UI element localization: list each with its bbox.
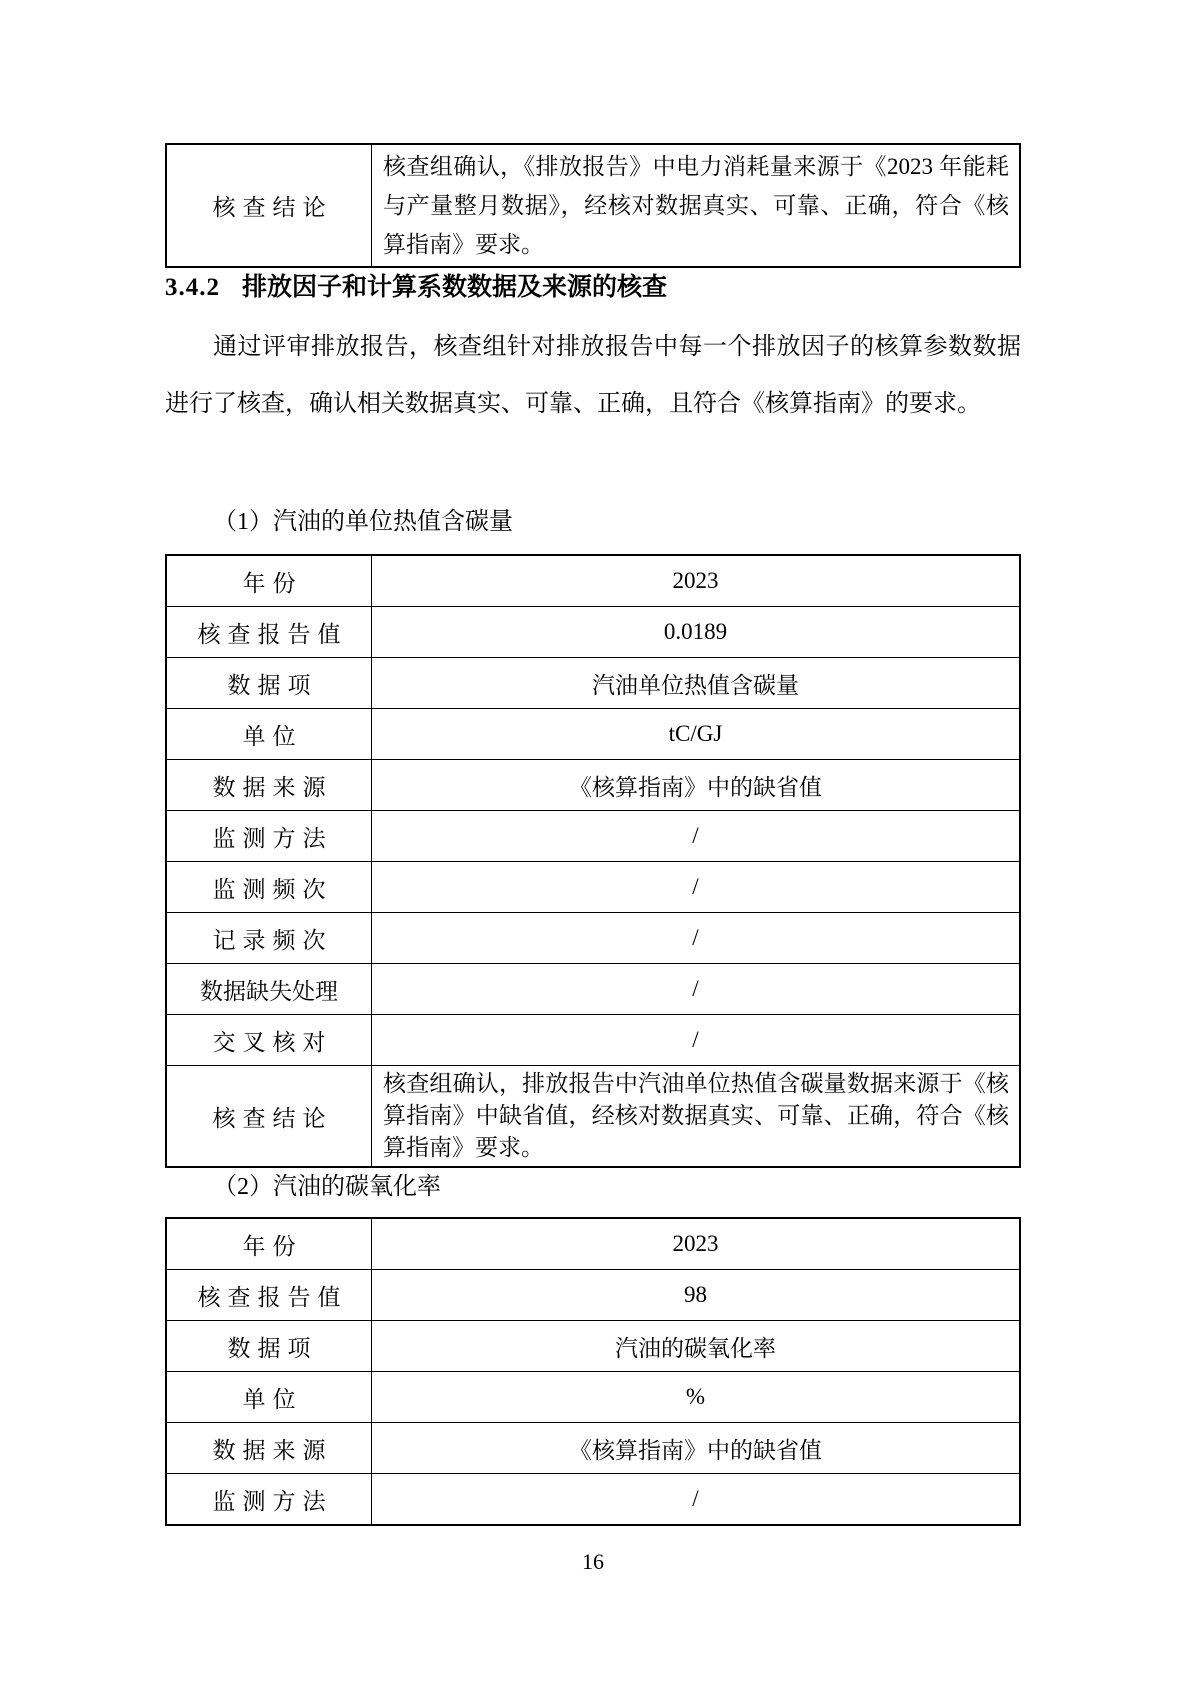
row-label: 数据项 [166,1321,372,1372]
table-row [166,1270,1020,1321]
section-title: 排放因子和计算系数数据及来源的核查 [242,274,668,301]
gasoline-carbon-content-table [165,554,1021,1168]
row-value: / [372,1015,1021,1066]
row-label: 核查结论 [166,144,372,267]
table-row [166,1321,1020,1372]
row-label: 数据来源 [166,760,372,811]
row-value: 0.0189 [372,607,1021,658]
row-value: / [372,964,1021,1015]
page-number: 16 [582,1549,604,1574]
table-row [166,1066,1020,1168]
table-row [166,607,1020,658]
row-label: 单位 [166,1372,372,1423]
row-label: 监测方法 [166,1474,372,1526]
row-label: 记录频次 [166,913,372,964]
subsection-1-label: （1）汽油的单位热值含碳量 [213,509,513,535]
row-value: 2023 [372,555,1021,607]
row-value: 98 [372,1270,1021,1321]
row-label: 年份 [166,555,372,607]
row-value: 核查组确认，排放报告中汽油单位热值含碳量数据来源于《核算指南》中缺省值，经核对数据真实、可靠、正确，符合《核算指南》要求。 [372,1066,1021,1168]
row-value: 2023 [372,1218,1021,1270]
row-label: 数据缺失处理 [166,964,372,1015]
row-label: 单位 [166,709,372,760]
row-label: 交叉核对 [166,1015,372,1066]
table-row [166,913,1020,964]
row-value: tC/GJ [372,709,1021,760]
row-label: 年份 [166,1218,372,1270]
table-row [166,964,1020,1015]
row-value: / [372,913,1021,964]
row-value: / [372,811,1021,862]
row-label: 监测频次 [166,862,372,913]
table-row [166,709,1020,760]
row-value: % [372,1372,1021,1423]
section-number: 3.4.2 [165,274,220,301]
row-value: / [372,862,1021,913]
table-row [166,1218,1020,1270]
row-value: / [372,1474,1021,1526]
row-value: 《核算指南》中的缺省值 [372,1423,1021,1474]
verification-conclusion-table [165,143,1021,268]
section-paragraph: 通过评审排放报告，核查组针对排放报告中每一个排放因子的核算参数数据进行了核查，确认相关数据真实、可靠、正确，且符合《核算指南》的要求。 [165,334,1021,417]
table-row [166,658,1020,709]
table-row [166,1423,1020,1474]
row-value: 核查组确认，《排放报告》中电力消耗量来源于《2023 年能耗与产量整月数据》，经核对数据真实、可靠、正确，符合《核算指南》要求。 [372,144,1021,267]
table-row [166,555,1020,607]
table-row [166,1474,1020,1526]
row-value: 汽油单位热值含碳量 [372,658,1021,709]
table-row [166,862,1020,913]
table-row [166,144,1020,267]
gasoline-oxidation-rate-table [165,1217,1021,1526]
table-row [166,1372,1020,1423]
row-label: 核查报告值 [166,607,372,658]
row-label: 数据来源 [166,1423,372,1474]
table-row [166,1015,1020,1066]
row-label: 核查结论 [166,1066,372,1168]
section-heading [165,272,1021,304]
table-row [166,760,1020,811]
table-row [166,811,1020,862]
row-label: 监测方法 [166,811,372,862]
row-label: 核查报告值 [166,1270,372,1321]
row-value: 《核算指南》中的缺省值 [372,760,1021,811]
subsection-2-label: （2）汽油的碳氧化率 [213,1174,441,1200]
row-value: 汽油的碳氧化率 [372,1321,1021,1372]
row-label: 数据项 [166,658,372,709]
